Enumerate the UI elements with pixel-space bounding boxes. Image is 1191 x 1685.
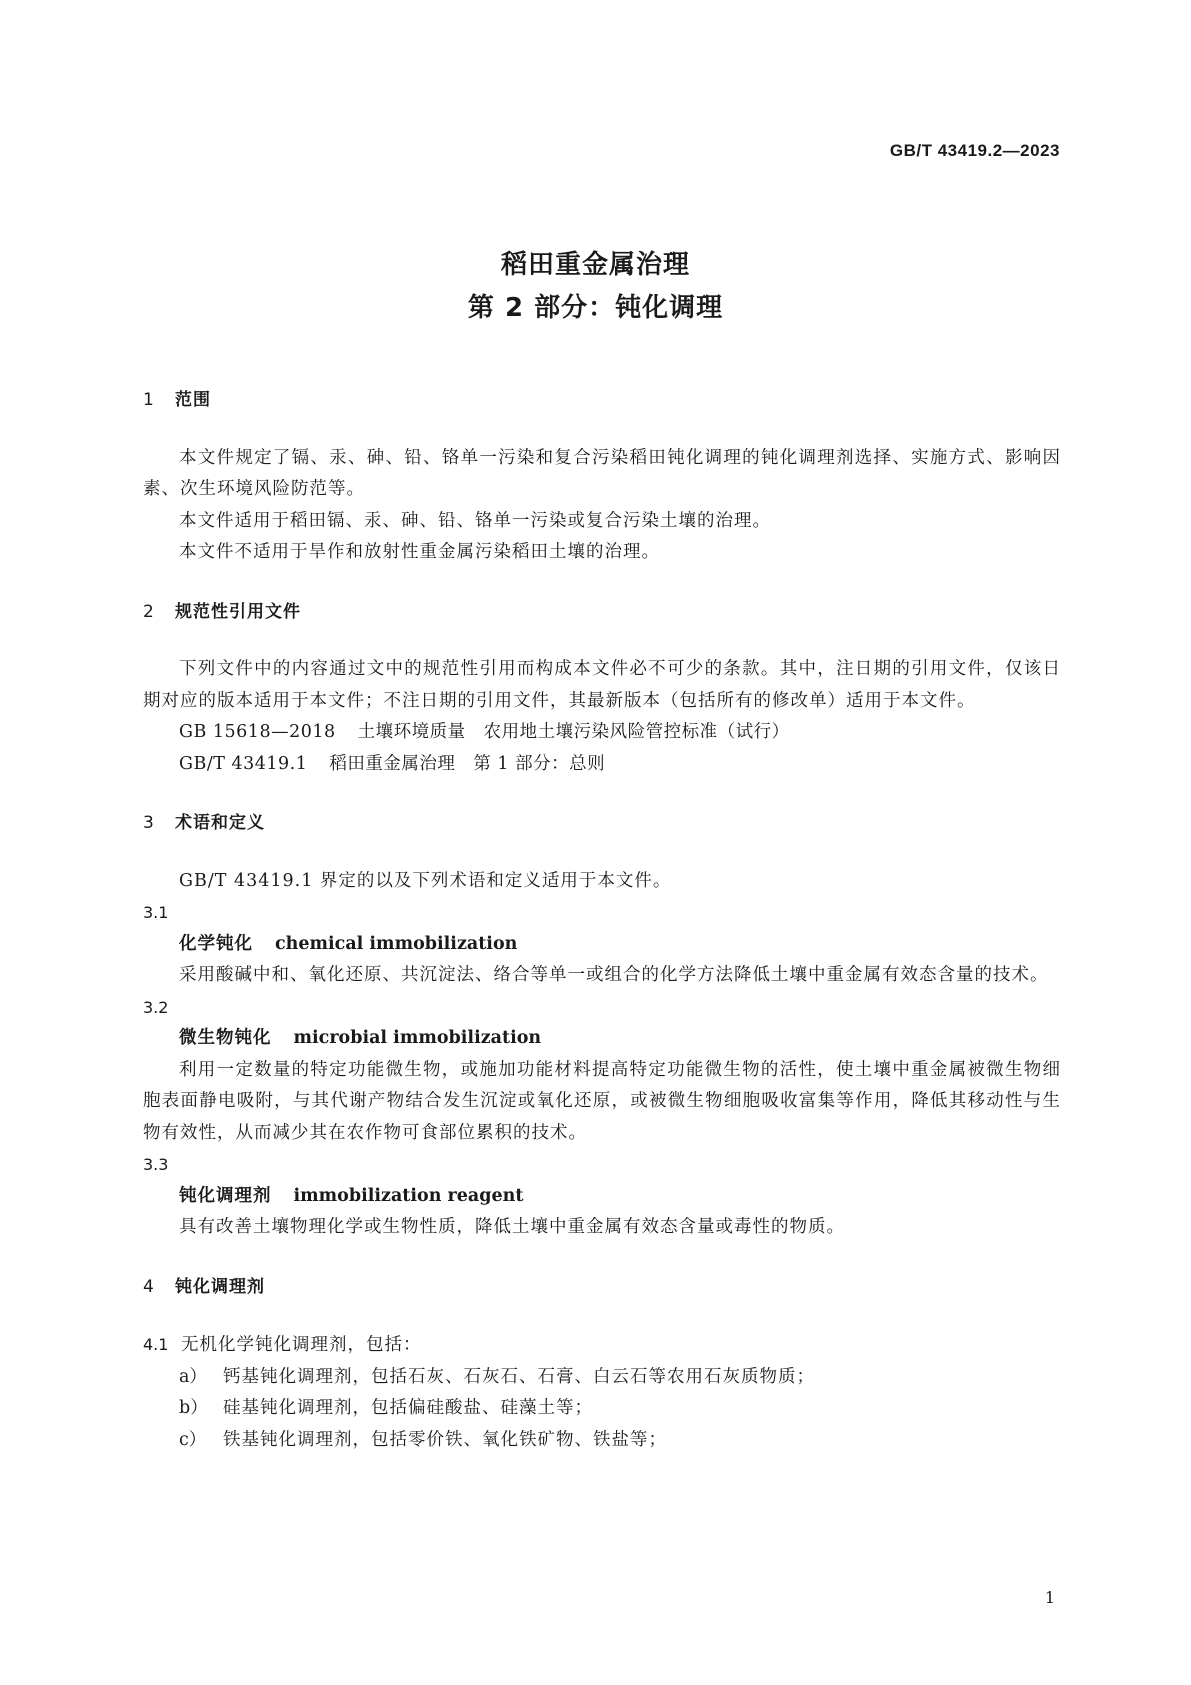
list-marker: a）: [179, 1366, 207, 1387]
list-text: 铁基钝化调理剂，包括零价铁、氧化铁矿物、铁盐等；: [223, 1429, 667, 1450]
section-number: 1: [143, 390, 155, 410]
paragraph: GB/T 43419.1 界定的以及下列术语和定义适用于本文件。: [179, 870, 672, 891]
reference-title: 稻田重金属治理 第 1 部分：总则: [329, 753, 606, 774]
term-number: 3.1: [143, 903, 169, 922]
section-number: 4: [143, 1276, 155, 1297]
reference-code: GB 15618—2018: [179, 722, 336, 742]
list-text: 硅基钝化调理剂，包括偏硅酸盐、硅藻土等；: [223, 1398, 593, 1418]
term-zh: 微生物钝化: [179, 1028, 272, 1048]
reference-title: 土壤环境质量 农用地土壤污染风险管控标准（试行）: [357, 722, 790, 742]
paragraph: 下列文件中的内容通过文中的规范性引用而构成本文件必不可少的条款。其中，注日期的引用文件，仅该日期对应的版本适用于本文件；不注日期的引用文件，其最新版本（包括所有的修改单）适用于本文件。: [143, 659, 1061, 711]
list-text: 钙基钝化调理剂，包括石灰、石灰石、石膏、白云石等农用石灰质物质；: [223, 1366, 815, 1387]
term-heading: [143, 1181, 1061, 1213]
section-title: 规范性引用文件: [175, 601, 301, 622]
document-subtitle: 第 2 部分：钝化调理: [467, 293, 724, 323]
term-zh: 钝化调理剂: [179, 1185, 272, 1206]
document-title: 稻田重金属治理: [500, 250, 690, 280]
reference-entry: [143, 749, 1061, 781]
list-item: [143, 1393, 1061, 1425]
term-definition: 利用一定数量的特定功能微生物，或施加功能材料提高特定功能微生物的活性，使土壤中重金属被微生物细胞表面静电吸附，与其代谢产物结合发生沉淀或氧化还原，或被微生物细胞吸收富集等作用，降低其移动性与生物有效性，从而减少其在农作物可食部位累积的技术。: [143, 1059, 1061, 1143]
section-number: 3: [143, 813, 155, 833]
term-heading: [143, 929, 1061, 961]
term-definition: 具有改善土壤物理化学或生物性质，降低土壤中重金属有效态含量或毒性的物质。: [179, 1217, 845, 1237]
section-heading-normative-references: [143, 597, 1061, 629]
paragraph: 本文件适用于稻田镉、汞、砷、铅、铬单一污染或复合污染土壤的治理。: [179, 510, 771, 531]
list-item: [143, 1362, 1061, 1394]
term-definition: 采用酸碱中和、氧化还原、共沉淀法、络合等单一或组合的化学方法降低土壤中重金属有效态含量的技术。: [179, 965, 1049, 985]
page-number: 1: [1044, 1588, 1055, 1607]
reference-code: GB/T 43419.1: [179, 753, 308, 774]
clause-number: 4.1: [143, 1335, 169, 1354]
section-heading-reagents: [143, 1272, 1061, 1304]
section-title: 术语和定义: [175, 813, 265, 833]
list-marker: b）: [179, 1398, 208, 1418]
section-title: 钝化调理剂: [175, 1276, 265, 1297]
clause-4-1: [143, 1329, 1061, 1362]
section-title: 范围: [175, 390, 211, 410]
section-heading-scope: [143, 385, 1061, 417]
clause-text: 无机化学钝化调理剂，包括：: [181, 1335, 422, 1355]
term-en: immobilization reagent: [293, 1185, 524, 1206]
section-heading-terms: [143, 808, 1061, 840]
term-number: 3.3: [143, 1155, 169, 1174]
term-en: chemical immobilization: [275, 933, 518, 954]
term-heading: [143, 1023, 1061, 1055]
document-body: [143, 385, 1061, 1456]
section-number: 2: [143, 601, 155, 622]
paragraph: 本文件不适用于旱作和放射性重金属污染稻田土壤的治理。: [179, 542, 660, 562]
term-number: 3.2: [143, 997, 169, 1017]
term-zh: 化学钝化: [179, 933, 253, 954]
paragraph: 本文件规定了镉、汞、砷、铅、铬单一污染和复合污染稻田钝化调理的钝化调理剂选择、实施方式、影响因素、次生环境风险防范等。: [143, 447, 1061, 499]
term-en: microbial immobilization: [293, 1028, 542, 1048]
standard-number: GB/T 43419.2—2023: [889, 141, 1060, 160]
reference-entry: [143, 717, 1061, 749]
list-item: [143, 1425, 1061, 1457]
list-marker: c）: [179, 1429, 207, 1450]
